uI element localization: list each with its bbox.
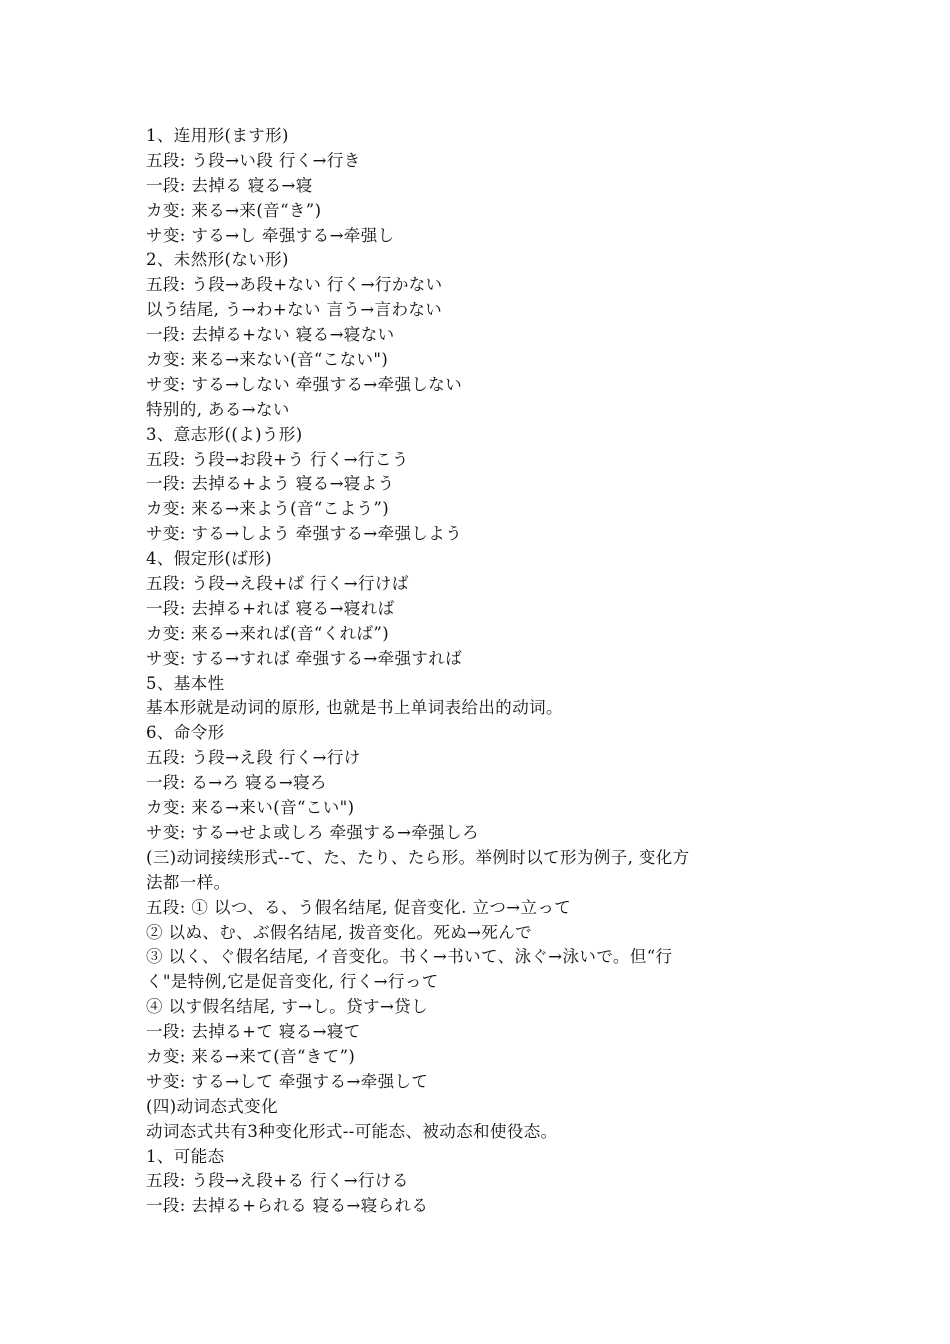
text-line: 一段: 去掉る+られる 寝る→寝られる [146, 1196, 429, 1216]
text-line: 特别的, ある→ない [146, 399, 290, 419]
text-line: サ变: する→し 牵强する→牵强し [146, 225, 395, 245]
text-line: 以う结尾, う→わ+ない 言う→言わない [146, 300, 443, 320]
text-line: 动词态式共有3种变化形式--可能态、被动态和使役态。 [146, 1121, 558, 1141]
text-line: サ变: する→しない 牵强する→牵强しない [146, 374, 463, 394]
heading-kihonkei: 5、基本性 [146, 673, 225, 693]
text-line: カ变: 来る→来い(音“こい") [146, 798, 355, 818]
text-line: サ变: する→せよ或しろ 牵强する→牵强しろ [146, 822, 479, 842]
heading-mizenkei: 2、未然形(ない形) [146, 250, 289, 270]
heading-renyoukei: 1、连用形(ます形) [146, 126, 289, 145]
text-line: カ变: 来る→来ない(音“こない") [146, 350, 389, 370]
text-line: く"是特例,它是促音变化, 行く→行って [146, 972, 439, 992]
text-line: 五段: う段→あ段+ない 行く→行かない [146, 275, 443, 295]
text-line: サ变: する→すれば 牵强する→牵强すれば [146, 648, 463, 668]
text-line: カ变: 来る→来よう(音“こよう”) [146, 499, 390, 519]
text-line: カ变: 来る→来て(音“きて”) [146, 1046, 356, 1066]
text-line: 五段: う段→い段 行く→行き [146, 150, 361, 170]
text-line: カ变: 来る→来(音“き”) [146, 200, 322, 220]
text-line: サ变: する→しよう 牵强する→牵强しよう [146, 524, 463, 544]
text-line: 一段: 去掉る 寝る→寝 [146, 175, 313, 195]
text-line: 五段: う段→え段+ば 行く→行けば [146, 574, 409, 594]
heading-meireikei: 6、命令形 [146, 723, 225, 743]
text-line: 五段: う段→お段+う 行く→行こう [146, 449, 409, 469]
text-line: 五段: ① 以つ、る、う假名结尾, 促音变化. 立つ→立って [146, 897, 572, 917]
text-line: ③ 以く、ぐ假名结尾, イ音变化。书く→书いて、泳ぐ→泳いで。但“行 [146, 947, 673, 967]
text-line: ② 以ぬ、む、ぶ假名结尾, 拨音变化。死ぬ→死んで [146, 922, 533, 942]
text-line: 一段: る→ろ 寝る→寝ろ [146, 773, 327, 793]
heading-te-form: (三)动词接续形式--て、た、たり、たら形。举例时以て形为例子, 变化方 [146, 847, 690, 867]
heading-voice-change: (四)动词态式变化 [146, 1096, 278, 1116]
text-line: ④ 以す假名结尾, す→し。贷す→贷し [146, 997, 428, 1017]
text-line: 一段: 去掉る+れば 寝る→寝れば [146, 598, 395, 618]
text-line: 五段: う段→え段+る 行く→行ける [146, 1171, 409, 1191]
text-line: 一段: 去掉る+ない 寝る→寝ない [146, 325, 395, 345]
heading-kateikei: 4、假定形(ば形) [146, 549, 272, 569]
text-line: カ变: 来る→来れば(音“くれば”) [146, 623, 390, 643]
text-line: サ变: する→して 牵强する→牵强して [146, 1071, 429, 1091]
text-line: 法都一样。 [146, 872, 231, 892]
heading-kanoutai: 1、可能态 [146, 1146, 225, 1166]
text-line: 一段: 去掉る+て 寝る→寝て [146, 1022, 361, 1042]
text-line: 五段: う段→え段 行く→行け [146, 748, 361, 768]
heading-ishikei: 3、意志形((よ)う形) [146, 424, 303, 444]
text-line: 一段: 去掉る+よう 寝る→寝よう [146, 474, 395, 494]
text-line: 基本形就是动词的原形, 也就是书上单词表给出的动词。 [146, 698, 563, 718]
document-body [146, 124, 826, 1219]
